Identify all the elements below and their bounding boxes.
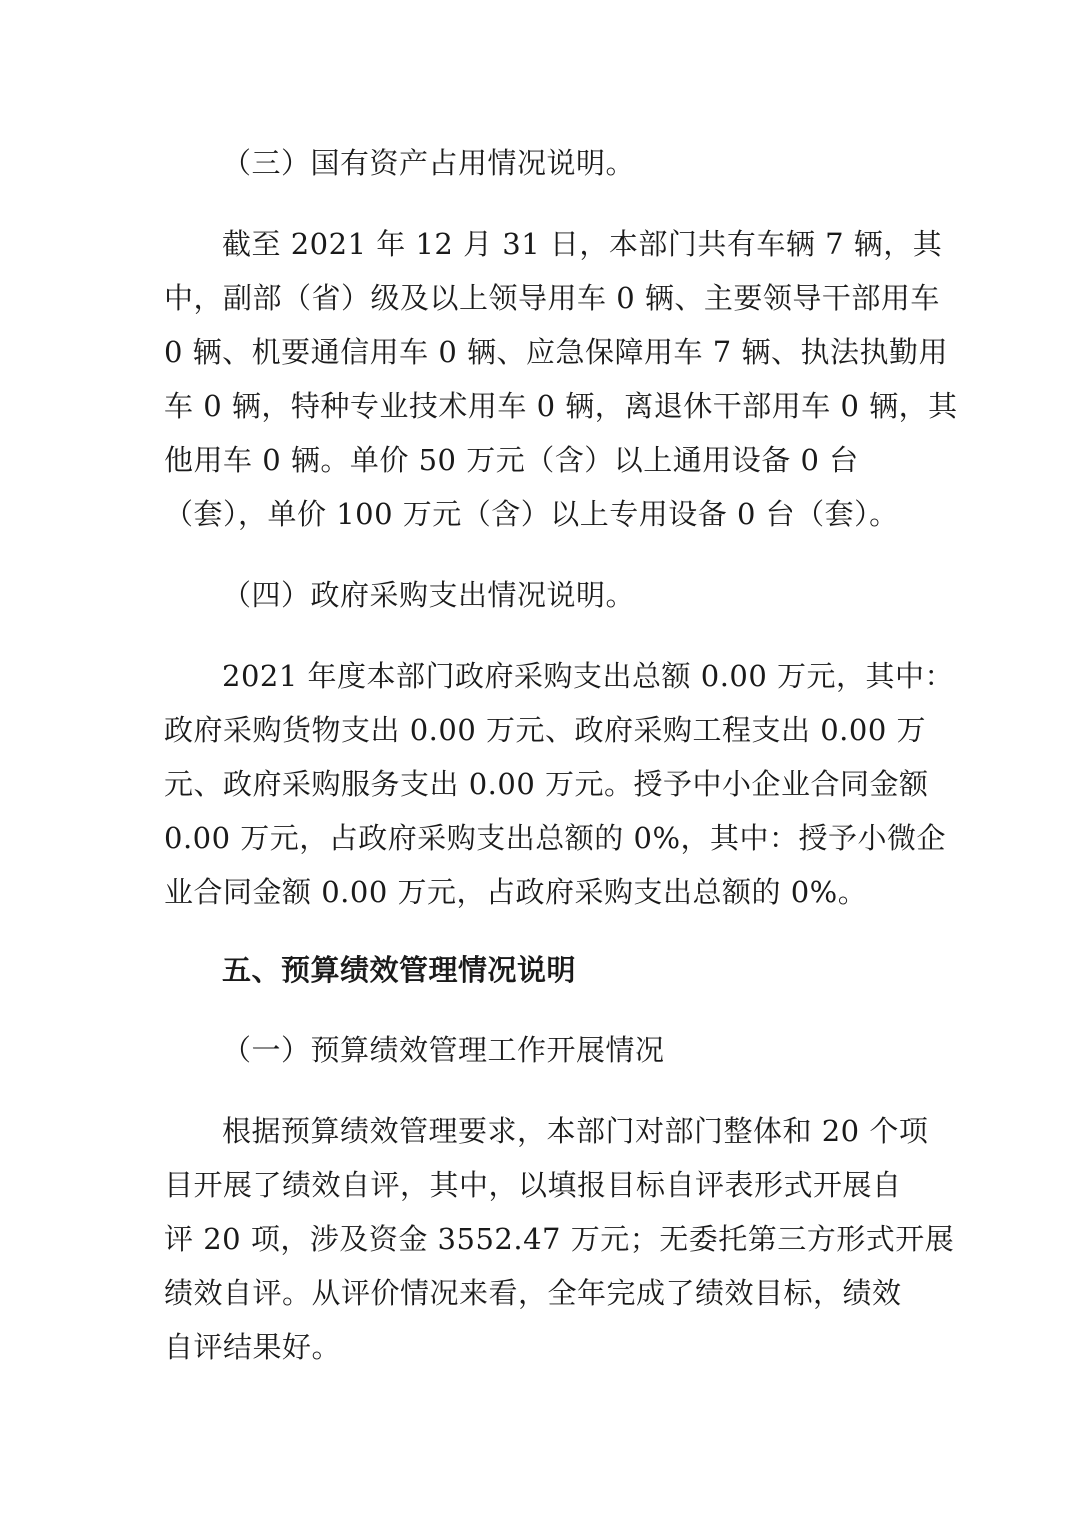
paragraph-line: 评 20 项，涉及资金 3552.47 万元；无委托第三方形式开展 bbox=[164, 1222, 955, 1256]
paragraph-line: 自评结果好。 bbox=[164, 1330, 342, 1364]
paragraph-line: 2021 年度本部门政府采购支出总额 0.00 万元，其中： bbox=[222, 659, 955, 693]
section-heading-state-assets: （三）国有资产占用情况说明。 bbox=[222, 146, 636, 180]
paragraph-line: 0 辆、机要通信用车 0 辆、应急保障用车 7 辆、执法执勤用 bbox=[164, 335, 948, 369]
paragraph-line: 业合同金额 0.00 万元，占政府采购支出总额的 0%。 bbox=[164, 875, 868, 909]
paragraph-line: 政府采购货物支出 0.00 万元、政府采购工程支出 0.00 万 bbox=[164, 713, 927, 747]
paragraph-line: （套），单价 100 万元（含）以上专用设备 0 台（套）。 bbox=[164, 497, 899, 531]
paragraph-line: 目开展了绩效自评，其中，以填报目标自评表形式开展自 bbox=[164, 1168, 902, 1202]
paragraph-line: 绩效自评。从评价情况来看，全年完成了绩效目标，绩效 bbox=[164, 1276, 902, 1310]
paragraph-line: 元、政府采购服务支出 0.00 万元。授予中小企业合同金额 bbox=[164, 767, 929, 801]
paragraph-line: 根据预算绩效管理要求，本部门对部门整体和 20 个项 bbox=[222, 1114, 929, 1148]
paragraph-line: 他用车 0 辆。单价 50 万元（含）以上通用设备 0 台 bbox=[164, 443, 859, 477]
paragraph-line: 0.00 万元，占政府采购支出总额的 0%，其中：授予小微企 bbox=[164, 821, 947, 855]
paragraph-line: 截至 2021 年 12 月 31 日，本部门共有车辆 7 辆，其 bbox=[222, 227, 943, 261]
section-heading-gov-procurement: （四）政府采购支出情况说明。 bbox=[222, 578, 636, 612]
paragraph-line: 中，副部（省）级及以上领导用车 0 辆、主要领导干部用车 bbox=[164, 281, 940, 315]
subsection-heading-performance-work: （一）预算绩效管理工作开展情况 bbox=[222, 1033, 665, 1067]
section-heading-budget-performance: 五、预算绩效管理情况说明 bbox=[222, 953, 577, 987]
paragraph-line: 车 0 辆，特种专业技术用车 0 辆，离退休干部用车 0 辆，其 bbox=[164, 389, 958, 423]
